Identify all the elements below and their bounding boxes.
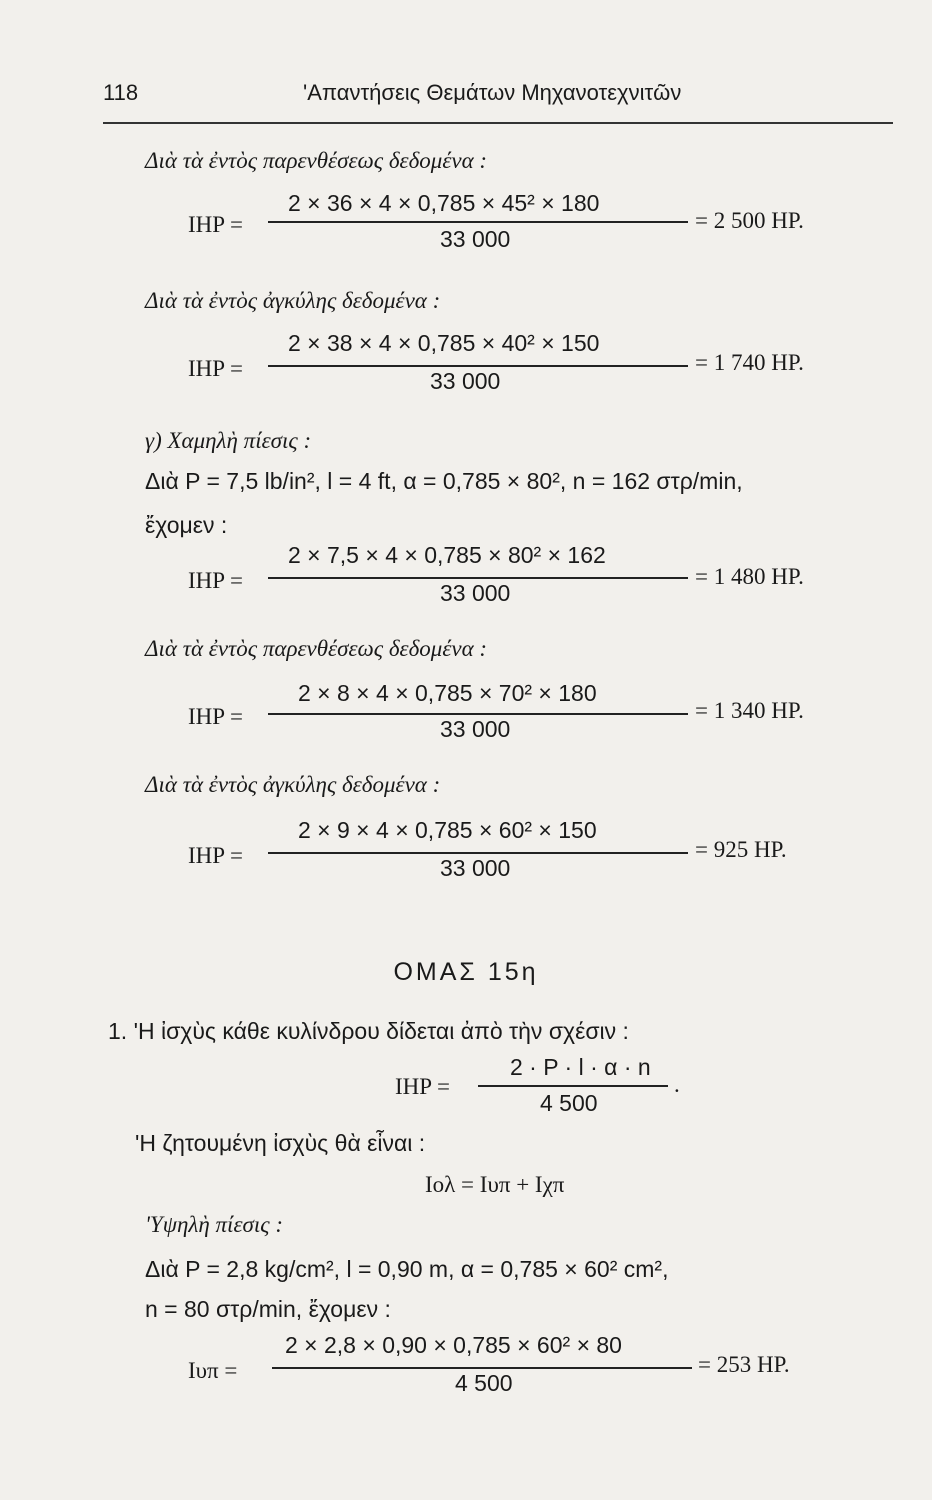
label-parentheses-data: Διὰ τὰ ἐντὸς παρενθέσεως δεδομένα : bbox=[145, 148, 488, 173]
equation-denominator: 4 500 bbox=[455, 1370, 513, 1396]
equation-result: = 2 500 HP. bbox=[695, 208, 804, 233]
equation-numerator: 2 × 2,8 × 0,90 × 0,785 × 60² × 80 bbox=[285, 1332, 622, 1358]
fraction-bar bbox=[268, 713, 688, 715]
page-header bbox=[103, 80, 923, 120]
page-number: 118 bbox=[103, 80, 139, 105]
equation-ihp-general bbox=[0, 1052, 932, 1122]
fraction-bar bbox=[268, 852, 688, 854]
header-rule bbox=[103, 122, 893, 124]
equation-result: = 1 340 HP. bbox=[695, 698, 804, 723]
required-power-line: 'Η ζητουμένη ἰσχὺς θὰ εἶναι : bbox=[135, 1130, 426, 1156]
equation-i-hp bbox=[0, 1330, 932, 1400]
fraction-bar bbox=[268, 221, 688, 223]
equation-ihp-2 bbox=[0, 328, 932, 398]
running-title: 'Απαντήσεις Θεμάτων Μηχανοτεχνιτῶν bbox=[303, 80, 682, 105]
equation-result: = 1 740 HP. bbox=[695, 350, 804, 375]
equation-ihp-4 bbox=[0, 678, 932, 748]
equation-lhs: IHP = bbox=[188, 568, 243, 593]
given-values-line: Διὰ P = 7,5 lb/in², l = 4 ft, α = 0,785 × 80², n = 162 στρ/min, bbox=[145, 468, 743, 494]
equation-result: = 925 HP. bbox=[695, 837, 787, 862]
fraction-bar bbox=[268, 365, 688, 367]
fraction-bar bbox=[268, 577, 688, 579]
equation-ihp-5 bbox=[0, 815, 932, 885]
equation-numerator: 2 · P · l · α · n bbox=[510, 1054, 651, 1080]
total-power-equation: Iολ = Iυπ + Iχπ bbox=[425, 1172, 565, 1197]
we-have-line: ἔχομεν : bbox=[145, 512, 228, 538]
equation-denominator: 4 500 bbox=[540, 1090, 598, 1116]
equation-result: = 1 480 HP. bbox=[695, 564, 804, 589]
equation-result: = 253 HP. bbox=[698, 1352, 790, 1377]
equation-result: . bbox=[674, 1072, 680, 1097]
label-low-pressure: γ) Χαμηλὴ πίεσις : bbox=[145, 428, 312, 453]
equation-ihp-3 bbox=[0, 540, 932, 610]
equation-lhs: IHP = bbox=[188, 843, 243, 868]
equation-numerator: 2 × 9 × 4 × 0,785 × 60² × 150 bbox=[298, 817, 597, 843]
equation-denominator: 33 000 bbox=[440, 580, 511, 606]
equation-numerator: 2 × 38 × 4 × 0,785 × 40² × 150 bbox=[288, 330, 600, 356]
label-parentheses-data: Διὰ τὰ ἐντὸς παρενθέσεως δεδομένα : bbox=[145, 636, 488, 661]
equation-denominator: 33 000 bbox=[440, 855, 511, 881]
equation-ihp-1 bbox=[0, 188, 932, 258]
equation-denominator: 33 000 bbox=[430, 368, 501, 394]
label-brackets-data: Διὰ τὰ ἐντὸς ἀγκύλης δεδομένα : bbox=[145, 772, 441, 797]
fraction-bar bbox=[478, 1085, 668, 1087]
equation-lhs: IHP = bbox=[188, 212, 243, 237]
section-heading: ΟΜΑΣ 15η bbox=[393, 958, 539, 986]
label-brackets-data: Διὰ τὰ ἐντὸς ἀγκύλης δεδομένα : bbox=[145, 288, 441, 313]
problem-1-statement: 1. 'Η ἰσχὺς κάθε κυλίνδρου δίδεται ἀπὸ τὴν σχέσιν : bbox=[108, 1018, 629, 1044]
equation-denominator: 33 000 bbox=[440, 226, 511, 252]
equation-numerator: 2 × 8 × 4 × 0,785 × 70² × 180 bbox=[298, 680, 597, 706]
equation-lhs: IHP = bbox=[188, 356, 243, 381]
label-high-pressure: 'Υψηλὴ πίεσις : bbox=[145, 1212, 283, 1237]
equation-numerator: 2 × 36 × 4 × 0,785 × 45² × 180 bbox=[288, 190, 600, 216]
equation-lhs: Iυπ = bbox=[188, 1358, 238, 1383]
equation-numerator: 2 × 7,5 × 4 × 0,785 × 80² × 162 bbox=[288, 542, 606, 568]
fraction-bar bbox=[272, 1367, 692, 1369]
equation-lhs: IHP = bbox=[188, 704, 243, 729]
given-values-line: Διὰ P = 2,8 kg/cm², l = 0,90 m, α = 0,785 × 60² cm², bbox=[145, 1256, 669, 1282]
we-have-line: n = 80 στρ/min, ἔχομεν : bbox=[145, 1296, 391, 1322]
equation-lhs: IHP = bbox=[395, 1074, 450, 1099]
equation-denominator: 33 000 bbox=[440, 716, 511, 742]
